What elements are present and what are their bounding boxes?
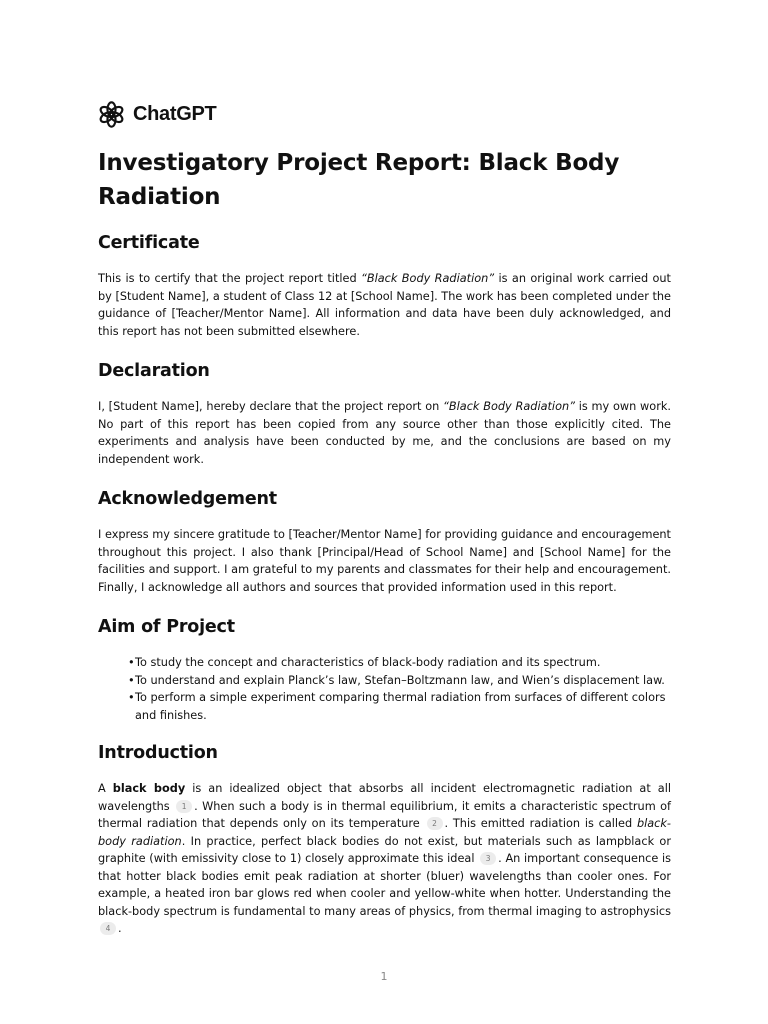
- intro-text: . In practice, perfect black bodies do not exist, but materials such as lampblack or graphite (with emissivity close to 1) closely approximate this ideal: [98, 834, 671, 865]
- brand-logo: [98, 99, 216, 129]
- page-title: Investigatory Project Report: Black Body Radiation: [98, 150, 620, 210]
- introduction-heading: Introduction: [98, 743, 218, 763]
- intro-text: . An important consequence is that hotter black bodies emit peak radiation at shorter (bluer) wavelengths than cooler ones. For example, a heated iron bar glows red when cooler and yellow-white when hotter. Understanding the black-body spectrum is fundamental to many areas of physics, from thermal imaging to astrophysics: [98, 852, 671, 918]
- certificate-heading: Certificate: [98, 233, 200, 253]
- aim-list: [98, 654, 671, 724]
- intro-text: A: [98, 782, 113, 795]
- list-item: • To study the concept and characteristics of black-body radiation and its spectrum.: [128, 654, 671, 672]
- declaration-paragraph: [98, 398, 671, 468]
- citation-badge[interactable]: 1: [176, 800, 192, 813]
- declaration-title-italic: “Black Body Radiation”: [443, 400, 575, 413]
- declaration-heading: Declaration: [98, 361, 210, 381]
- intro-italic-term: black-body radiation: [98, 817, 671, 848]
- introduction-paragraph: [98, 780, 671, 938]
- page-number: 1: [380, 970, 388, 983]
- intro-text: . This emitted radiation is called: [444, 817, 637, 830]
- citation-badge[interactable]: 4: [100, 922, 116, 935]
- declaration-text-2: is my own work. No part of this report has been copied from any source other than those explicitly cited. The experiments and analysis have been conducted by me, and the conclusions are based on my independent work.: [98, 400, 671, 466]
- list-item: • To perform a simple experiment comparing thermal radiation from surfaces of different colors and finishes.: [128, 689, 671, 724]
- citation-badge[interactable]: 3: [480, 852, 496, 865]
- certificate-text-1: This is to certify that the project report titled: [98, 272, 361, 285]
- openai-knot-icon: [98, 101, 125, 128]
- certificate-title-italic: “Black Body Radiation”: [361, 272, 495, 285]
- brand-name: ChatGPT: [133, 102, 217, 125]
- acknowledgement-paragraph: I express my sincere gratitude to [Teacher/Mentor Name] for providing guidance and encouragement throughout this project. I also thank [Principal/Head of School Name] and [School Name] for the facilities and support. I am grateful to my parents and classmates for their help and encouragement. Finally, I acknowledge all authors and sources that provided information used in this report.: [98, 528, 671, 594]
- list-item: • To understand and explain Planck’s law, Stefan–Boltzmann law, and Wien’s displacement law.: [128, 672, 671, 690]
- certificate-text-2: is an original work carried out by [Student Name], a student of Class 12 at [School Name]. The work has been completed under the guidance of [Teacher/Mentor Name]. All information and data have been duly acknowledged, and this report has not been submitted elsewhere.: [98, 272, 671, 338]
- acknowledgement-heading: Acknowledgement: [98, 489, 277, 509]
- intro-text: . When such a body is in thermal equilibrium, it emits a characteristic spectrum of thermal radiation that depends only on its temperature: [98, 799, 671, 830]
- certificate-paragraph: [98, 270, 671, 340]
- intro-text: .: [118, 922, 122, 935]
- intro-text: is an idealized object that absorbs all incident electromagnetic radiation at all wavelengths: [98, 782, 672, 813]
- citation-badge[interactable]: 2: [427, 817, 443, 830]
- intro-bold-term: black body: [112, 782, 186, 795]
- aim-heading: Aim of Project: [98, 617, 235, 637]
- declaration-text-1: I, [Student Name], hereby declare that the project report on: [98, 400, 444, 413]
- report-content: [98, 146, 671, 956]
